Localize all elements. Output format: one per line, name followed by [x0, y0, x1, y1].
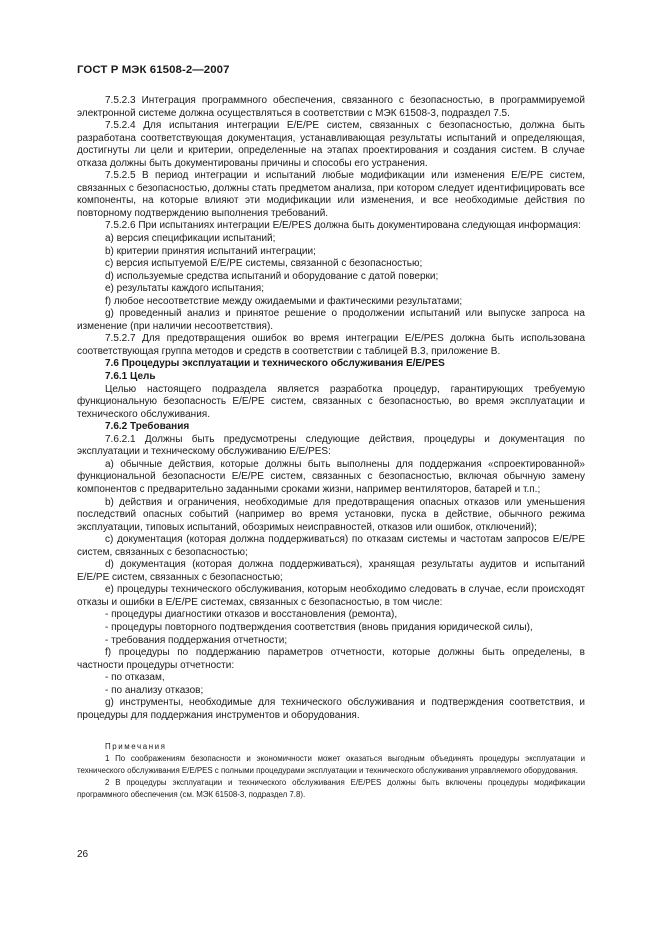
- paragraph: c) версия испытуемой E/E/PE системы, связанной с безопасностью;: [105, 258, 423, 270]
- paragraph: g) инструменты, необходимые для технического обслуживания и подтверждения соответствия, и процедуры для поддержания инструментов и оборудования.: [77, 697, 585, 721]
- paragraph: e) результаты каждого испытания;: [105, 283, 264, 295]
- paragraph: 7.5.2.7 Для предотвращения ошибок во время интеграции E/E/PES должна быть использована соответствующая группа методов и средств в соответствии с таблицей В.3, приложение В.: [77, 333, 585, 357]
- document-header: ГОСТ Р МЭК 61508-2—2007: [77, 64, 230, 76]
- paragraph: Целью настоящего подраздела является разработка процедур, гарантирующих требуемую функциональную безопасность E/E/PE систем, связанных с безопасностью, во время эксплуатации и технического обслуживания.: [77, 383, 585, 420]
- notes-list: [77, 753, 585, 800]
- page-number: 26: [77, 849, 89, 860]
- paragraph: b) действия и ограничения, необходимые для предотвращения опасных отказов или уменьшения последствий опасных событий (например во время установки, пуска в действие, обычного режима эксплуатации, типовых испытаний, обозримых неисправностей, отказов или ошибок, отключений);: [77, 496, 585, 533]
- paragraph: d) используемые средства испытаний и оборудование с датой поверки;: [105, 270, 439, 282]
- notes-section: [77, 741, 585, 800]
- paragraph: 7.5.2.4 Для испытания интеграции E/E/PE систем, связанных с безопасностью, должна быть разработана соответствующая документация, устанавливающая результаты испытаний и определяющая, достигнуты ли цели и критерии, определенные на этапах проектирования и создания систем. В случае отказа должны быть документированы причины и способы его устранения.: [77, 120, 585, 169]
- paragraph: - по отказам,: [105, 672, 165, 684]
- paragraph: f) любое несоответствие между ожидаемыми и фактическими результатами;: [105, 295, 463, 307]
- paragraph: 7.5.2.3 Интеграция программного обеспечения, связанного с безопасностью, в программируемой электронной системе должна осуществляться в соответствии с МЭК 61508-3, подраздел 7.5.: [77, 95, 585, 119]
- notes-title: Примечания: [105, 742, 167, 752]
- paragraph: f) процедуры по поддержанию параметров отчетности, которые должны быть определены, в частности процедуры отчетности:: [77, 647, 585, 671]
- paragraph: - процедуры повторного подтверждения соответствия (вновь придания юридической силы),: [105, 621, 533, 633]
- paragraph: - требования поддержания отчетности;: [105, 634, 288, 646]
- paragraph: b) критерии принятия испытаний интеграции;: [105, 245, 316, 257]
- paragraph: - по анализу отказов;: [105, 684, 204, 696]
- paragraph: g) проведенный анализ и принятое решение о продолжении испытаний или выпуске запроса на изменение (при наличии несоответствия).: [77, 308, 585, 332]
- paragraph: 7.5.2.5 В период интеграции и испытаний любые модификации или изменения E/E/PE систем, связанных с безопасностью, должны стать предметом анализа, при котором следует идентифицировать все компоненты, на которые влияют эти модификации или изменения, и все необходимые действия по повторному подтверждению выполнения требований.: [77, 170, 585, 219]
- section-heading: 7.6.1 Цель: [105, 371, 156, 383]
- note-item: 2 В процедуры эксплуатации и технического обслуживания E/E/PES должны быть включены процедуры модификации программного обеспечения (см. МЭК 61508-3, подраздел 7.8).: [77, 777, 585, 799]
- paragraph: a) версия спецификации испытаний;: [105, 233, 276, 245]
- note-item: 1 По соображениям безопасности и экономичности может оказаться выгодным объединять процедуры эксплуатации и технического обслуживания E/E/PES с полными процедурами эксплуатации и технического обслуживания управляемого оборудования.: [77, 754, 585, 775]
- section-heading: 7.6 Процедуры эксплуатации и технического обслуживания E/E/PES: [105, 358, 445, 370]
- paragraph: d) документация (которая должна поддерживаться), хранящая результаты аудитов и испытаний E/E/PE систем, связанных с безопасностью;: [77, 559, 585, 583]
- paragraph: e) процедуры технического обслуживания, которым необходимо следовать в случае, если происходят отказы и ошибки в E/E/PE системах, связанных с безопасностью, в том числе:: [77, 584, 585, 608]
- section-heading: 7.6.2 Требования: [105, 421, 190, 433]
- paragraph: 7.6.2.1 Должны быть предусмотрены следующие действия, процедуры и документация по эксплуатации и техническому обслуживанию E/E/PES:: [77, 433, 585, 458]
- paragraph: 7.5.2.6 При испытаниях интеграции E/E/PES должна быть документирована следующая информация:: [105, 220, 581, 232]
- paragraph: c) документация (которая должна поддерживаться) по отказам системы и частотам запросов E/E/PE систем, связанных с безопасностью;: [77, 534, 585, 558]
- paragraph: - процедуры диагностики отказов и восстановления (ремонта),: [105, 609, 398, 621]
- paragraph-list: [77, 95, 585, 722]
- paragraph: a) обычные действия, которые должны быть выполнены для поддержания «спроектированной» функциональной безопасности E/E/PE систем, связанных с безопасностью, включая обычную замену компонентов с предварительно заданными сроками жизни, например вентиляторов, батарей и т.п.;: [77, 458, 585, 495]
- document-body: [77, 95, 585, 800]
